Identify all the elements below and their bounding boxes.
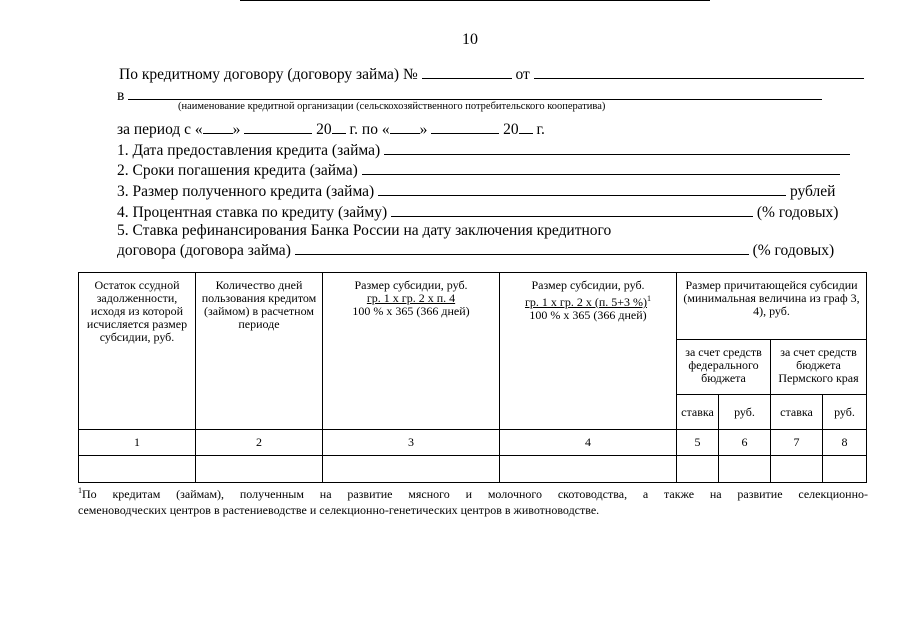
item-5-line-1: 5. Ставка рефинансирования Банка России на дату заключения кредитного [117, 222, 612, 239]
footnote-text-1: По кредитам (займам), полученным на развитие мясного и молочного скотоводства, а также на развитие селекционно- [82, 487, 868, 501]
rub-header-federal: руб. [719, 395, 771, 430]
contract-date-field[interactable] [534, 63, 864, 79]
col-4-title: Размер субсидии, руб. [531, 278, 645, 292]
org-caption: (наименование кредитной организации (сельскохозяйственного потребительского кооператива) [178, 101, 606, 112]
item-1 [117, 139, 850, 160]
col-number: 2 [196, 430, 323, 456]
contract-number-field[interactable] [422, 63, 512, 79]
col-3-denominator: 100 % x 365 (366 дней) [352, 304, 470, 318]
col-number: 4 [500, 430, 677, 456]
header-col-4 [500, 273, 677, 430]
col-4-denominator: 100 % x 365 (366 дней) [529, 308, 647, 322]
period-end-day-field[interactable] [390, 118, 420, 134]
item-3-unit: рублей [789, 183, 836, 200]
item-3-label: 3. Размер полученного кредита (займа) [117, 183, 375, 200]
quote-close-2: » [419, 121, 428, 138]
data-cell[interactable] [196, 456, 323, 483]
footnote-line-2: семеноводческих центров в растениеводстве и селекционно-генетических центров в животноводстве. [78, 503, 600, 517]
item-1-label: 1. Дата предоставления кредита (займа) [117, 142, 381, 159]
footnote-marker: 1 [78, 486, 82, 495]
period-start-month-field[interactable] [244, 118, 312, 134]
org-name-field[interactable] [128, 84, 822, 100]
subsidy-table [78, 272, 867, 483]
item-5-field[interactable] [295, 239, 749, 255]
item-3 [117, 180, 835, 201]
item-4-field[interactable] [391, 201, 753, 217]
perm-budget-header: за счет средств бюджета Пермского края [771, 340, 867, 395]
header-col-5-8: Размер причитающейся субсидии (минимальная величина из граф 3, 4), руб. [677, 273, 867, 340]
year-prefix-2: 20 [503, 121, 519, 138]
rub-header-perm: руб. [823, 395, 867, 430]
federal-budget-header: за счет средств федерального бюджета [677, 340, 771, 395]
data-cell[interactable] [500, 456, 677, 483]
period-start-day-field[interactable] [203, 118, 233, 134]
data-cell[interactable] [823, 456, 867, 483]
col-3-title: Размер субсидии, руб. [354, 278, 468, 292]
header-col-3 [323, 273, 500, 430]
period-end-year-field[interactable] [519, 118, 533, 134]
data-cell[interactable] [677, 456, 719, 483]
item-4-unit: (% годовых) [756, 204, 839, 221]
item-4 [117, 201, 838, 222]
in-label: в [117, 87, 125, 104]
rate-header-federal: ставка [677, 395, 719, 430]
data-cell[interactable] [771, 456, 823, 483]
period-end-month-field[interactable] [431, 118, 499, 134]
column-number-row [79, 430, 867, 456]
header-col-2: Количество дней пользования кредитом (займом) в расчетном периоде [196, 273, 323, 430]
period-prefix: за период с « [117, 121, 203, 138]
data-row [79, 456, 867, 483]
period-line [117, 118, 545, 139]
item-1-field[interactable] [384, 139, 850, 155]
footnote-ref: 1 [647, 294, 652, 303]
from-label: от [515, 66, 530, 83]
year-end: г. [536, 121, 545, 138]
item-5-label: договора (договора займа) [117, 242, 291, 259]
col-number: 5 [677, 430, 719, 456]
item-5-line-2 [117, 239, 834, 260]
item-4-label: 4. Процентная ставка по кредиту (займу) [117, 204, 388, 221]
rate-header-perm: ставка [771, 395, 823, 430]
data-cell[interactable] [719, 456, 771, 483]
data-cell[interactable] [323, 456, 500, 483]
col-4-formula: гр. 1 x гр. 2 x (п. 5+3 %) [524, 295, 648, 309]
period-start-year-field[interactable] [332, 118, 346, 134]
contract-line [119, 63, 864, 84]
year-prefix-1: 20 [316, 121, 332, 138]
footnote [78, 483, 868, 518]
col-number: 3 [323, 430, 500, 456]
top-rule [240, 0, 710, 1]
footnote-line-1 [78, 483, 868, 502]
col-number: 6 [719, 430, 771, 456]
year-mid: г. по « [349, 121, 390, 138]
quote-close: » [232, 121, 241, 138]
item-5-unit: (% годовых) [752, 242, 835, 259]
item-3-field[interactable] [378, 180, 786, 196]
col-number: 7 [771, 430, 823, 456]
page-number: 10 [462, 31, 478, 48]
col-number: 1 [79, 430, 196, 456]
item-2-label: 2. Сроки погашения кредита (займа) [117, 162, 358, 179]
contract-label: По кредитному договору (договору займа) № [119, 66, 418, 83]
data-cell[interactable] [79, 456, 196, 483]
header-col-1: Остаток ссудной задолженности, исходя из которой исчисляется размер субсидии, руб. [79, 273, 196, 430]
item-2 [117, 159, 840, 180]
item-2-field[interactable] [362, 159, 840, 175]
col-number: 8 [823, 430, 867, 456]
col-3-formula: гр. 1 x гр. 2 x п. 4 [366, 291, 456, 305]
